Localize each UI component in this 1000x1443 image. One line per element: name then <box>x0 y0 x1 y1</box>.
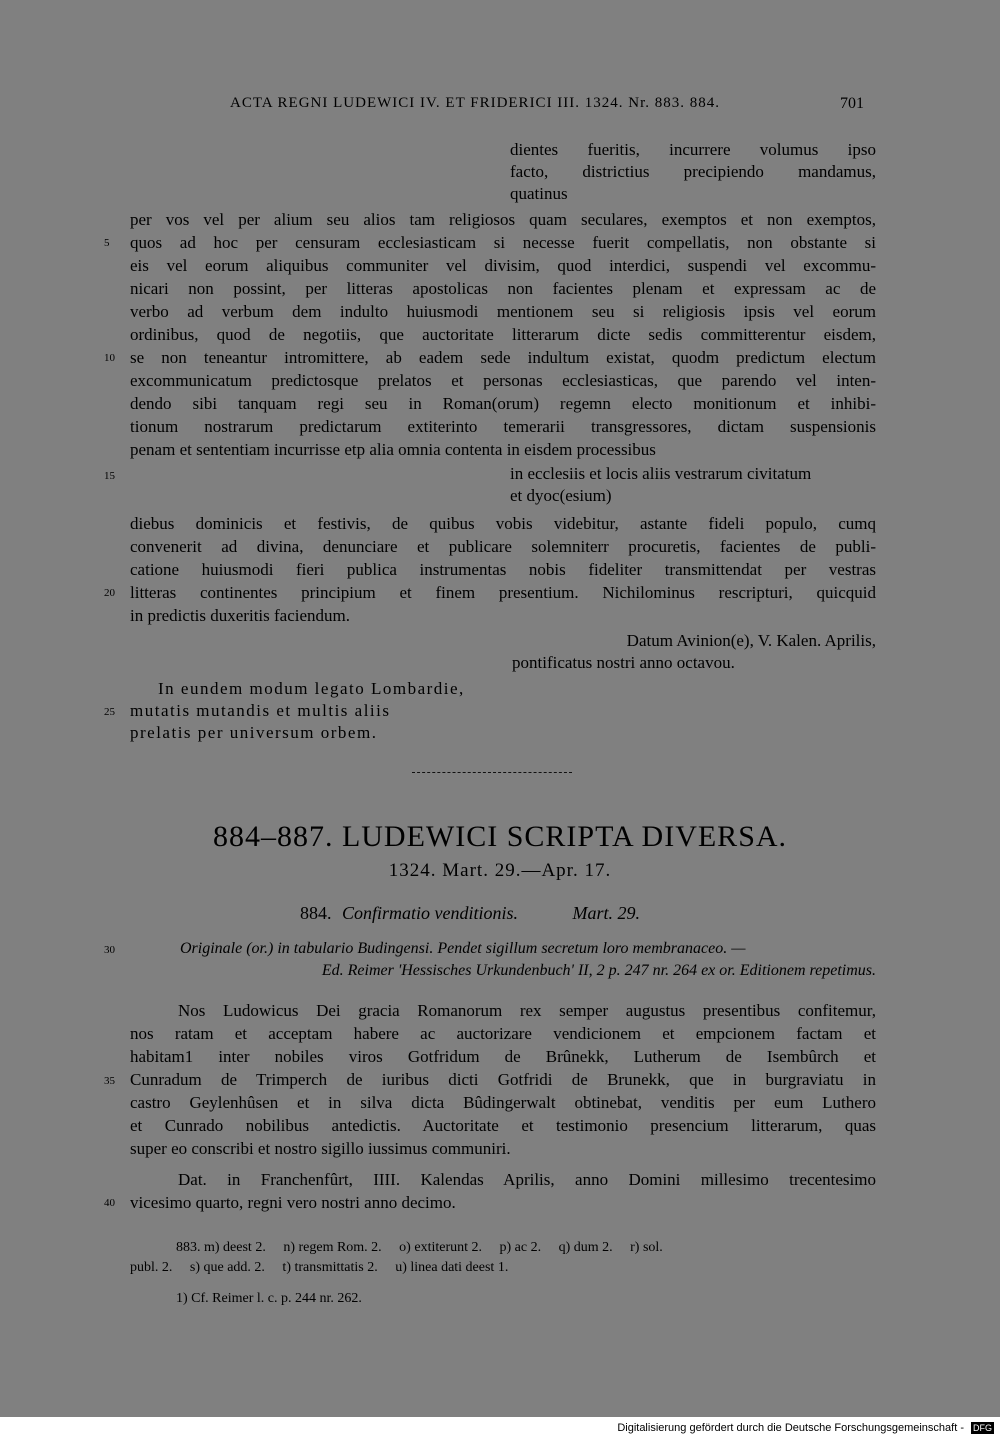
text-line: et Cunrado nobilibus antedictis. Auctoritate et testimonio presencium litterarum, quas <box>130 1116 876 1135</box>
text-line: se non teneantur intromittere, ab eadem sede indultum existat, quodm predictum electum <box>130 348 876 367</box>
eundem-block <box>130 678 492 744</box>
text-line: nos ratam et acceptam habere ac auctorizare vendicionem et empcionem factam et <box>130 1024 876 1043</box>
text-line: convenerit ad divina, denunciare et publicare solemniterr procuretis, facientes de publi- <box>130 537 876 556</box>
section-title: 884–887. LUDEWICI SCRIPTA DIVERSA. <box>212 820 788 853</box>
text-line: et dyoc(esium) <box>510 486 612 505</box>
text-line: habitam1 inter nobiles viros Gotfridum de Brûnekk, Lutherum de Isembûrch et <box>130 1047 876 1066</box>
line-number: 25 <box>104 706 115 718</box>
text-line: quatinus <box>510 184 568 203</box>
line-number: 5 <box>104 237 110 249</box>
line-number: 15 <box>104 470 115 482</box>
text-line: quos ad hoc per censuram ecclesiasticam si necesse fuerit compellatis, non obstante si <box>130 233 876 252</box>
text-line: Originale (or.) in tabulario Budingensi. Pendet sigillum secretum loro membranaceo. — <box>180 940 746 957</box>
top-right-block <box>510 139 876 205</box>
text-line: Dat. in Franchenfûrt, IIII. Kalendas Aprilis, anno Domini millesimo trecentesimo <box>178 1170 876 1189</box>
datum-block <box>512 630 876 674</box>
critical-notes <box>130 1238 876 1278</box>
footnote: 1) Cf. Reimer l. c. p. 244 nr. 262. <box>176 1291 362 1306</box>
document-title: Confirmatio venditionis. <box>342 903 519 923</box>
text-line: pontificatus nostri anno octavou. <box>512 653 735 672</box>
text-line: in predictis duxeritis faciendum. <box>130 606 350 625</box>
text-line: catione huiusmodi fieri publica instrumentas nobis fideliter transmittendat per vestras <box>130 560 876 579</box>
text-line: dendo sibi tanquam regi seu in Roman(orum) regemn electo monitionum et inhibi- <box>130 394 876 413</box>
text-line: Datum Avinion(e), V. Kalen. Aprilis, <box>626 631 876 650</box>
text-line: tionum nostrarum predictarum extiterinto temerarii transgressores, dictam suspensionis <box>130 417 876 436</box>
dfg-logo: DFG <box>973 1423 992 1433</box>
line-number: 30 <box>104 944 115 956</box>
text-line: Cunradum de Trimperch de iuribus dicti Gotfridi de Brunekk, que in burgraviatu in <box>130 1070 876 1089</box>
text-line: facto, districtius precipiendo mandamus, <box>510 162 876 181</box>
section-divider <box>412 772 572 776</box>
text-line: penam et sententiam incurrisse etp alia omnia contenta in eisdem processibus <box>130 440 656 459</box>
text-line: diebus dominicis et festivis, de quibus vobis videbitur, astante fideli populo, cumq <box>130 514 876 533</box>
section-date: 1324. Mart. 29.—Apr. 17. <box>388 860 612 881</box>
text-line: Ed. Reimer 'Hessisches Urkundenbuch' II, 2 p. 247 nr. 264 ex or. Editionem repetimus. <box>321 962 876 979</box>
text-line: dientes fueritis, incurrere volumus ipso <box>510 140 876 159</box>
source-note <box>130 938 876 982</box>
text-line: In eundem modum legato Lombardie, <box>158 679 465 698</box>
text-line: prelatis per universum orbem. <box>130 723 378 742</box>
mid-right-block <box>510 463 876 507</box>
text-line: litteras continentes principium et finem presentium. Nichilominus rescripturi, quicquid <box>130 583 876 602</box>
text-line: 883. m) deest 2. n) regem Rom. 2. o) extiterunt 2. p) ac 2. q) dum 2. r) sol. <box>176 1240 663 1255</box>
document-date: Mart. 29. <box>572 903 641 923</box>
line-number: 20 <box>104 587 115 599</box>
footer-text: Digitalisierung gefördert durch die Deutsche Forschungsgemeinschaft - <box>617 1422 964 1434</box>
text-line: nicari non possint, per litteras apostolicas non facientes plenam et expressam ac de <box>130 279 876 298</box>
text-line: super eo conscribi et nostro sigillo iussimus communiri. <box>130 1139 511 1158</box>
text-line: excommunicatum predictosque prelatos et personas ecclesiasticas, que parendo vel inten- <box>130 371 876 390</box>
text-line: in ecclesiis et locis aliis vestrarum civitatum <box>510 464 812 483</box>
text-line: verbo ad verbum dem indulto huiusmodi mentionem seu si religiosis ipsis vel eorum <box>130 302 876 321</box>
line-number: 10 <box>104 352 115 364</box>
text-line: castro Geylenhûsen et in silva dicta Bûdingerwalt obtinebat, venditis per eum Luthero <box>130 1093 876 1112</box>
line-number: 40 <box>104 1197 115 1209</box>
document-number: 884. <box>300 903 332 923</box>
text-line: vicesimo quarto, regni vero nostri anno decimo. <box>130 1193 456 1212</box>
text-line: per vos vel per alium seu alios tam religiosos quam seculares, exemptos et non exemptos, <box>130 210 876 229</box>
text-line: Nos Ludowicus Dei gracia Romanorum rex semper augustus presentibus confitemur, <box>178 1001 876 1020</box>
digitization-footer <box>0 1417 1000 1443</box>
page-number: 701 <box>840 95 864 112</box>
document-heading <box>300 903 640 924</box>
text-line: eis vel eorum aliquibus communiter vel divisim, quod interdici, suspendi vel excommu- <box>130 256 876 275</box>
text-line: ordinibus, quod de negotiis, que auctoritate litterarum dicte sedis committerentur eisdem, <box>130 325 876 344</box>
text-line: mutatis mutandis et multis aliis <box>130 701 391 720</box>
running-header: ACTA REGNI LUDEWICI IV. ET FRIDERICI III. 1324. Nr. 883. 884. <box>230 95 721 111</box>
text-line: publ. 2. s) que add. 2. t) transmittatis 2. u) linea dati deest 1. <box>130 1260 509 1275</box>
line-number: 35 <box>104 1075 115 1087</box>
